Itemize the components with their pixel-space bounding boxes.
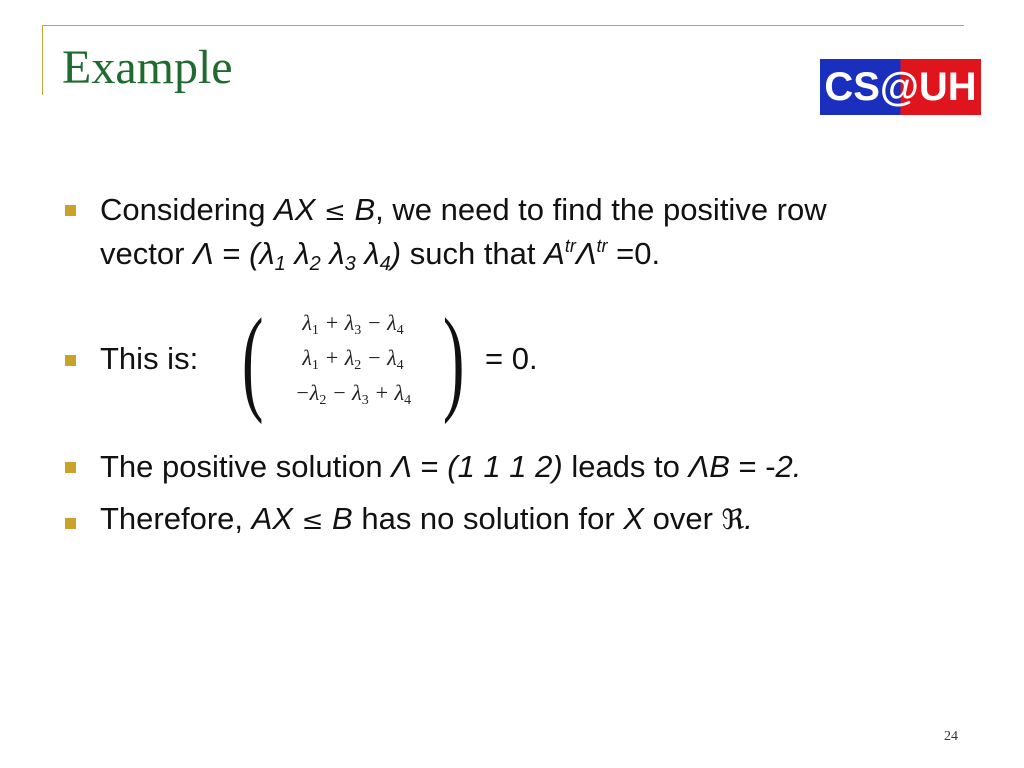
subscript: 4: [396, 358, 404, 373]
text: The positive solution: [100, 449, 392, 484]
bullet-1-line-1: [100, 194, 827, 225]
bullet-2-label: This is:: [100, 341, 199, 376]
right-paren: ): [442, 294, 465, 425]
term: − λ: [326, 380, 362, 405]
lambda-3: λ: [320, 236, 345, 271]
page-number: 24: [944, 729, 958, 744]
text: , we need to find the positive row: [375, 192, 827, 227]
bullet-marker-4: [65, 518, 76, 529]
text: Therefore,: [100, 501, 252, 536]
var-lambda: Λ: [193, 236, 214, 271]
var-x: X: [623, 501, 644, 536]
var-lambda: Λ: [391, 449, 412, 484]
left-paren: (: [241, 294, 264, 425]
text: Considering: [100, 192, 275, 227]
text: = -: [729, 449, 776, 484]
title-rule-left: [42, 25, 43, 95]
lambda-1: (λ: [249, 236, 275, 271]
subscript: 4: [404, 393, 412, 408]
bullet-4-line: [100, 503, 753, 534]
superscript: tr: [596, 236, 608, 256]
reals-symbol: ℜ: [721, 503, 745, 536]
term: λ: [302, 310, 312, 335]
text: vector: [100, 236, 194, 271]
lambda-2: λ: [285, 236, 310, 271]
lambda-matrix: [235, 294, 471, 425]
subscript: 1: [274, 253, 286, 275]
text: has no solution for: [352, 501, 624, 536]
bullet-2-suffix: = 0.: [485, 341, 538, 376]
bullet-1-line-2: [100, 236, 661, 275]
period: .: [744, 501, 753, 536]
lambda-4: λ: [355, 236, 380, 271]
subscript: 1: [311, 323, 319, 338]
term: λ: [302, 345, 312, 370]
superscript: tr: [564, 236, 576, 256]
term: + λ: [368, 380, 405, 405]
matrix-row-1: [235, 310, 471, 336]
title-rule-top: [42, 25, 964, 26]
matrix-row-3: [235, 380, 471, 406]
subscript: 4: [379, 253, 391, 275]
var-ax: AX: [251, 501, 293, 536]
term: − λ: [361, 310, 397, 335]
subscript: 2: [309, 253, 321, 275]
text: =: [213, 236, 250, 271]
slide-title: Example: [62, 41, 233, 94]
cs-uh-logo: CS@UH: [820, 59, 981, 115]
subscript: 3: [361, 393, 369, 408]
solution-vector: (1 1 1 2): [447, 449, 563, 484]
subscript: 1: [311, 358, 319, 373]
term: − λ: [361, 345, 397, 370]
bullet-3-line: [100, 451, 801, 482]
var-a: A: [544, 236, 565, 271]
leq-symbol: ≤: [301, 506, 324, 536]
text: such that: [401, 236, 545, 271]
subscript: 2: [319, 393, 327, 408]
subscript: 3: [344, 253, 356, 275]
subscript: 2: [354, 358, 362, 373]
term: + λ: [318, 345, 355, 370]
text: leads to: [562, 449, 689, 484]
matrix-row-2: [235, 345, 471, 371]
term: −λ: [294, 380, 320, 405]
var-b: B: [332, 501, 353, 536]
close-paren: ): [390, 236, 402, 271]
bullet-marker-1: [65, 205, 76, 216]
bullet-marker-2: [65, 355, 76, 366]
var-b: B: [354, 192, 376, 227]
term: + λ: [318, 310, 355, 335]
text: =0.: [607, 236, 661, 271]
var-lambda: Λ: [575, 236, 597, 271]
var-lambda-b: ΛB: [688, 449, 730, 484]
leq-symbol: ≤: [324, 197, 346, 227]
subscript: 4: [396, 323, 404, 338]
bullet-marker-3: [65, 462, 76, 473]
text: =: [411, 449, 448, 484]
var-ax: AX: [274, 192, 316, 227]
result-value: 2.: [775, 449, 802, 484]
subscript: 3: [354, 323, 362, 338]
text: over: [643, 501, 722, 536]
